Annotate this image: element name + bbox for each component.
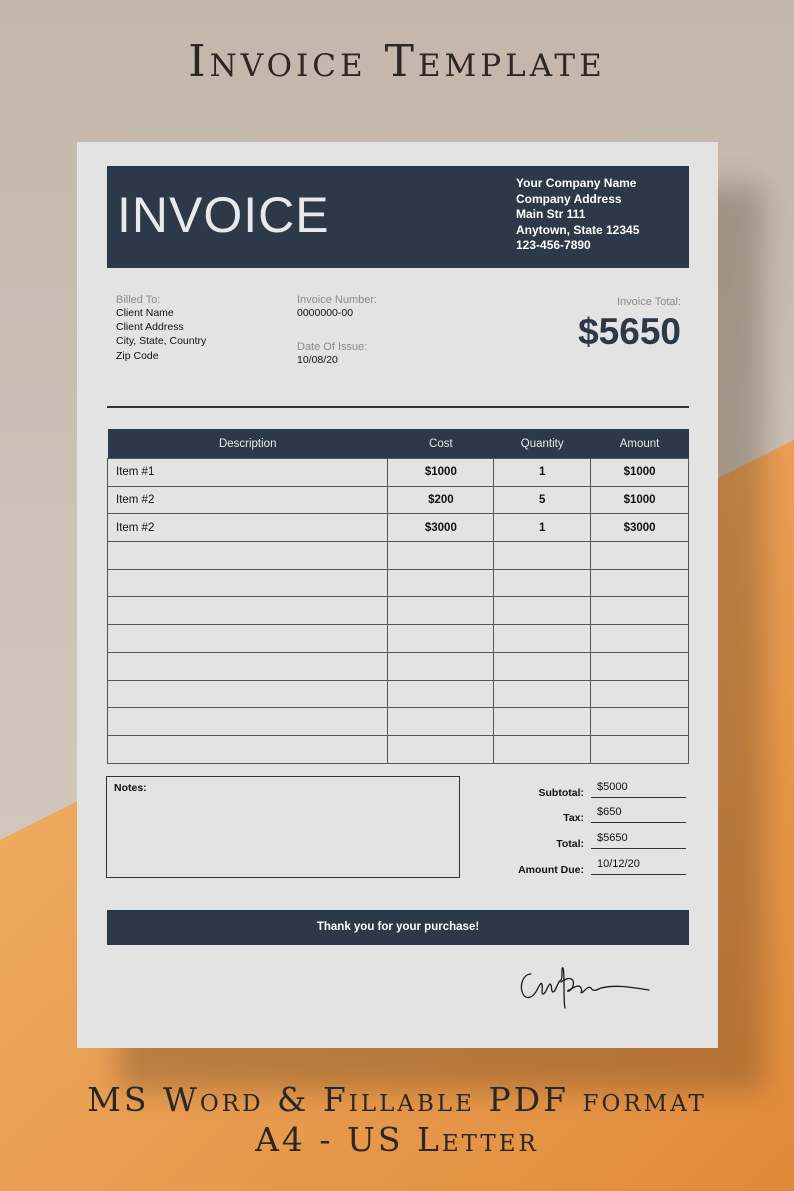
date-of-issue-field[interactable]: 10/08/20 xyxy=(297,354,338,366)
cell-quantity[interactable] xyxy=(494,680,591,708)
company-address: Company Address xyxy=(516,191,622,206)
thank-you-banner: Thank you for your purchase! xyxy=(107,910,689,945)
cell-description[interactable] xyxy=(108,625,388,653)
table-row xyxy=(108,514,689,542)
cell-description[interactable]: Item #2 xyxy=(108,486,388,514)
table-row xyxy=(108,735,689,763)
cell-cost[interactable] xyxy=(388,652,494,680)
cell-amount[interactable]: $1000 xyxy=(591,486,689,514)
cell-cost[interactable]: $3000 xyxy=(388,514,494,542)
cell-cost[interactable] xyxy=(388,597,494,625)
subtotal-label: Subtotal: xyxy=(538,787,584,799)
table-row xyxy=(108,569,689,597)
date-of-issue-label: Date Of Issue: xyxy=(297,341,368,353)
cell-description[interactable]: Item #2 xyxy=(108,514,388,542)
table-row xyxy=(108,680,689,708)
invoice-header xyxy=(107,166,689,268)
size-line: A4 - US Letter xyxy=(255,1120,539,1159)
cell-cost[interactable] xyxy=(388,625,494,653)
invoice-number-field[interactable]: 0000000-00 xyxy=(297,307,354,319)
cell-amount[interactable] xyxy=(591,597,689,625)
tax-row xyxy=(497,806,687,826)
tax-label: Tax: xyxy=(563,812,584,824)
header-cost: Cost xyxy=(388,429,494,459)
cell-description[interactable] xyxy=(108,708,388,736)
cell-quantity[interactable] xyxy=(494,708,591,736)
cell-quantity[interactable] xyxy=(494,569,591,597)
cell-quantity[interactable]: 5 xyxy=(494,486,591,514)
cell-cost[interactable] xyxy=(388,708,494,736)
client-name[interactable]: Client Name xyxy=(116,307,174,319)
amount-due-label: Amount Due: xyxy=(518,864,584,876)
total-label: Total: xyxy=(556,838,584,850)
total-row xyxy=(497,832,687,852)
subtotal-row xyxy=(497,781,687,801)
cell-amount[interactable] xyxy=(591,680,689,708)
cell-amount[interactable] xyxy=(591,708,689,736)
banner-title: Invoice Template xyxy=(188,36,606,87)
total-field[interactable]: $5650 xyxy=(591,832,686,849)
cell-quantity[interactable]: 1 xyxy=(494,514,591,542)
company-street: Main Str 111 xyxy=(516,207,586,222)
invoice-heading: INVOICE xyxy=(117,187,330,243)
cell-amount[interactable] xyxy=(591,542,689,570)
invoice-total-amount[interactable]: $5650 xyxy=(578,311,681,352)
cell-cost[interactable] xyxy=(388,569,494,597)
cell-quantity[interactable]: 1 xyxy=(494,459,591,487)
table-row xyxy=(108,652,689,680)
client-address[interactable]: Client Address xyxy=(116,321,184,334)
company-info xyxy=(516,176,639,254)
tax-field[interactable]: $650 xyxy=(591,806,686,823)
items-table xyxy=(107,429,689,764)
table-row xyxy=(108,459,689,487)
signature-image xyxy=(517,960,657,1012)
cell-description[interactable] xyxy=(108,652,388,680)
header-description: Description xyxy=(108,429,388,459)
cell-quantity[interactable] xyxy=(494,542,591,570)
cell-amount[interactable] xyxy=(591,625,689,653)
subtotal-field[interactable]: $5000 xyxy=(591,781,686,798)
divider xyxy=(107,406,689,408)
table-row xyxy=(108,597,689,625)
client-zip[interactable]: Zip Code xyxy=(116,349,159,362)
cell-amount[interactable] xyxy=(591,735,689,763)
cell-description[interactable]: Item #1 xyxy=(108,459,388,487)
company-city: Anytown, State 12345 xyxy=(516,222,640,237)
invoice-number-label: Invoice Number: xyxy=(297,294,378,306)
cell-cost[interactable]: $200 xyxy=(388,486,494,514)
amount-due-field[interactable]: 10/12/20 xyxy=(591,858,686,875)
notes-box[interactable] xyxy=(106,776,460,878)
cell-description[interactable] xyxy=(108,680,388,708)
cell-amount[interactable] xyxy=(591,569,689,597)
cell-quantity[interactable] xyxy=(494,652,591,680)
date-of-issue-block xyxy=(297,341,367,367)
invoice-sheet xyxy=(77,142,718,1048)
company-phone: 123-456-7890 xyxy=(516,238,591,253)
header-quantity: Quantity xyxy=(494,429,591,459)
cell-quantity[interactable] xyxy=(494,625,591,653)
cell-description[interactable] xyxy=(108,569,388,597)
cell-quantity[interactable] xyxy=(494,597,591,625)
format-line: MS Word & Fillable PDF format xyxy=(87,1080,707,1119)
table-row xyxy=(108,486,689,514)
cell-description[interactable] xyxy=(108,542,388,570)
cell-cost[interactable]: $1000 xyxy=(388,459,494,487)
table-row xyxy=(108,708,689,736)
cell-description[interactable] xyxy=(108,735,388,763)
table-row xyxy=(108,625,689,653)
billed-to xyxy=(116,294,206,363)
billed-to-label: Billed To: xyxy=(116,294,161,306)
cell-quantity[interactable] xyxy=(494,735,591,763)
client-city[interactable]: City, State, Country xyxy=(116,335,207,348)
amount-due-row xyxy=(497,858,687,878)
cell-cost[interactable] xyxy=(388,542,494,570)
items-table-header xyxy=(108,429,689,459)
invoice-number-block xyxy=(297,294,377,320)
notes-label: Notes: xyxy=(114,782,147,794)
cell-description[interactable] xyxy=(108,597,388,625)
invoice-total-label: Invoice Total: xyxy=(616,296,681,308)
cell-amount[interactable] xyxy=(591,652,689,680)
cell-cost[interactable] xyxy=(388,680,494,708)
cell-amount[interactable]: $1000 xyxy=(591,459,689,487)
header-amount: Amount xyxy=(591,429,689,459)
cell-cost[interactable] xyxy=(388,735,494,763)
table-row xyxy=(108,542,689,570)
cell-amount[interactable]: $3000 xyxy=(591,514,689,542)
company-name: Your Company Name xyxy=(516,176,637,190)
